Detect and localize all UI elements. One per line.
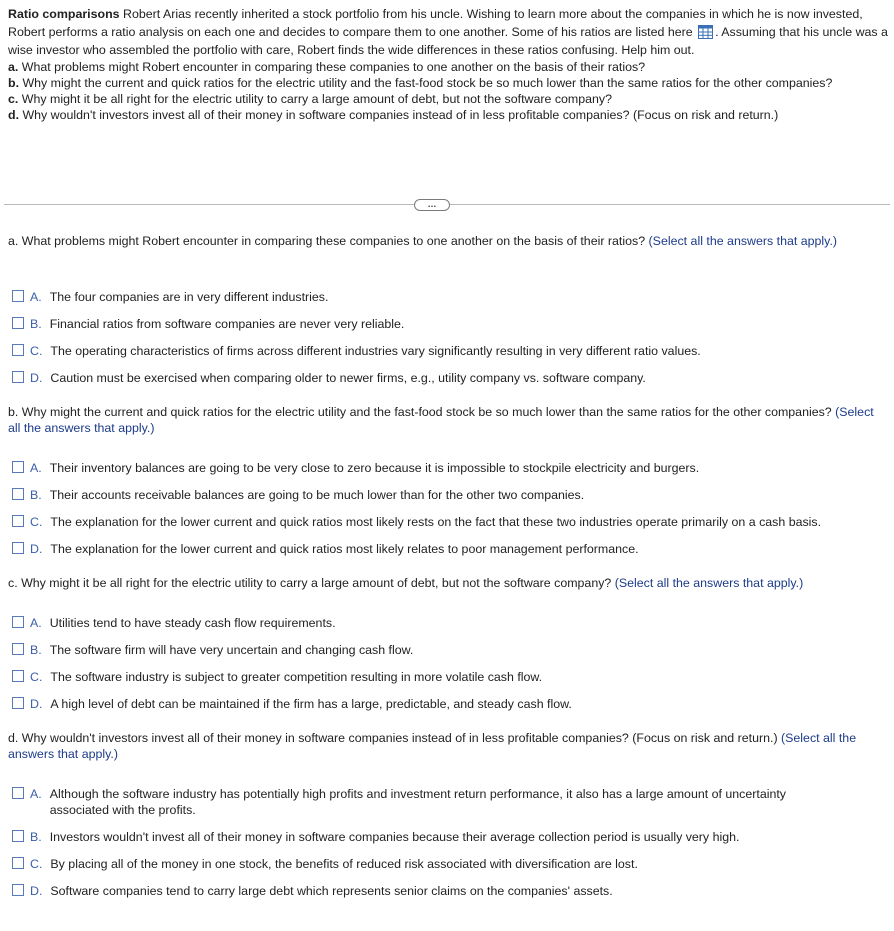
- option-text: Utilities tend to have steady cash flow requirements.: [49, 616, 336, 630]
- part-d: [8, 730, 886, 762]
- option-letter: D.: [30, 371, 43, 385]
- option-letter: A.: [30, 616, 42, 630]
- question-text: d. Why wouldn't investors invest all of their money in software companies instead of in less profitable companies? (Focus on risk and return.): [8, 731, 782, 745]
- intro-question-a: [8, 59, 888, 75]
- option-text: Their inventory balances are going to be very close to zero because it is impossible to stockpile electricity and burgers.: [49, 461, 700, 475]
- option-d-A[interactable]: [12, 786, 838, 818]
- option-text: The software industry is subject to greater competition resulting in more volatile cash flow.: [50, 670, 543, 684]
- option-letter: B.: [30, 488, 42, 502]
- checkbox[interactable]: [12, 290, 24, 302]
- select-note: (Select all the answers that apply.): [8, 405, 874, 435]
- checkbox[interactable]: [12, 787, 24, 799]
- intro-question-text: Why might it be all right for the electric utility to carry a large amount of debt, but not the software company?: [18, 92, 612, 106]
- option-letter: A.: [30, 461, 42, 475]
- option-a-D[interactable]: [12, 370, 882, 386]
- option-text: A high level of debt can be maintained if the firm has a large, predictable, and steady cash flow.: [50, 697, 572, 711]
- option-b-B[interactable]: [12, 487, 882, 503]
- checkbox[interactable]: [12, 616, 24, 628]
- option-text: The explanation for the lower current and quick ratios most likely rests on the fact that these two industries operate primarily on a cash basis.: [50, 515, 822, 529]
- option-letter: A.: [30, 290, 42, 304]
- checkbox[interactable]: [12, 643, 24, 655]
- part-d-question: [8, 730, 886, 762]
- option-text: By placing all of the money in one stock, the benefits of reduced risk associated with diversification are lost.: [50, 857, 638, 871]
- option-text: The operating characteristics of firms across different industries vary significantly resulting in very different ratio values.: [50, 344, 701, 358]
- checkbox[interactable]: [12, 344, 24, 356]
- intro-question-d: [8, 107, 888, 123]
- option-letter: D.: [30, 697, 43, 711]
- part-a-question: [8, 233, 886, 249]
- option-c-C[interactable]: [12, 669, 882, 685]
- option-letter: D.: [30, 542, 43, 556]
- checkbox[interactable]: [12, 488, 24, 500]
- option-a-A[interactable]: [12, 289, 882, 305]
- option-c-B[interactable]: [12, 642, 882, 658]
- intro-question-text: What problems might Robert encounter in comparing these companies to one another on the basis of their ratios?: [18, 60, 646, 74]
- intro-question-letter: b.: [8, 76, 20, 90]
- question-text: b. Why might the current and quick ratios for the electric utility and the fast-food stock be so much lower than the same ratios for the other companies?: [8, 405, 836, 419]
- option-letter: B.: [30, 317, 42, 331]
- checkbox[interactable]: [12, 857, 24, 869]
- option-text: Caution must be exercised when comparing older to newer firms, e.g., utility company vs. software company.: [50, 371, 646, 385]
- option-b-D[interactable]: [12, 541, 882, 557]
- option-b-A[interactable]: [12, 460, 882, 476]
- intro-question-text: Why wouldn't investors invest all of their money in software companies instead of in less profitable companies? (Focus on risk and return.): [19, 108, 779, 122]
- option-d-D[interactable]: [12, 883, 882, 899]
- option-a-B[interactable]: [12, 316, 882, 332]
- option-b-C[interactable]: [12, 514, 882, 530]
- option-text: The explanation for the lower current and quick ratios most likely relates to poor management performance.: [50, 542, 639, 556]
- intro-text-continued: . Assuming that his uncle was a wise investor who assembled the portfolio with care, Robert finds the wide differences in these ratios confusing. Help him out.: [8, 25, 888, 57]
- option-text: Although the software industry has potentially high profits and investment return performance, it also has a large amount of uncertainty associated with the profits.: [49, 787, 786, 817]
- option-letter: C.: [30, 344, 43, 358]
- problem-title: Ratio comparisons: [8, 7, 120, 21]
- checkbox[interactable]: [12, 884, 24, 896]
- intro-text: Robert Arias recently inherited a stock portfolio from his uncle. Wishing to learn more about the companies in which he is now invested, Robert performs a ratio analysis on each one and decides to compare them to one another. Some of his ratios are listed here: [8, 7, 863, 39]
- option-text: Their accounts receivable balances are going to be much lower than for the other two companies.: [49, 488, 585, 502]
- option-text: Software companies tend to carry large debt which represents senior claims on the companies' assets.: [50, 884, 613, 898]
- intro-question-letter: c.: [8, 92, 19, 106]
- question-text: a. What problems might Robert encounter in comparing these companies to one another on the basis of their ratios?: [8, 234, 649, 248]
- option-letter: B.: [30, 643, 42, 657]
- part-c-question: [8, 575, 886, 591]
- part-b: [8, 404, 886, 436]
- checkbox[interactable]: [12, 461, 24, 473]
- select-note: (Select all the answers that apply.): [614, 576, 804, 590]
- option-letter: C.: [30, 515, 43, 529]
- expand-button[interactable]: …: [414, 199, 450, 211]
- option-a-C[interactable]: [12, 343, 882, 359]
- intro-question-text: Why might the current and quick ratios for the electric utility and the fast-food stock be so much lower than the same ratios for the other companies?: [19, 76, 833, 90]
- question-text: c. Why might it be all right for the electric utility to carry a large amount of debt, but not the software company?: [8, 576, 615, 590]
- intro-question-c: [8, 91, 888, 107]
- part-b-question: [8, 404, 886, 436]
- problem-statement: [8, 5, 888, 123]
- part-a: [8, 233, 886, 249]
- option-letter: C.: [30, 857, 43, 871]
- checkbox[interactable]: [12, 697, 24, 709]
- select-note: (Select all the answers that apply.): [8, 731, 857, 761]
- checkbox[interactable]: [12, 542, 24, 554]
- option-text: Investors wouldn't invest all of their money in software companies because their average collection period is usually very high.: [49, 830, 740, 844]
- option-c-D[interactable]: [12, 696, 882, 712]
- checkbox[interactable]: [12, 830, 24, 842]
- intro-question-b: [8, 75, 888, 91]
- intro-question-letter: a.: [8, 60, 19, 74]
- option-letter: A.: [30, 787, 42, 801]
- option-letter: B.: [30, 830, 42, 844]
- checkbox[interactable]: [12, 371, 24, 383]
- table-icon[interactable]: [698, 25, 713, 39]
- option-d-C[interactable]: [12, 856, 882, 872]
- checkbox[interactable]: [12, 317, 24, 329]
- option-d-B[interactable]: [12, 829, 882, 845]
- part-c: [8, 575, 886, 591]
- checkbox[interactable]: [12, 515, 24, 527]
- option-letter: D.: [30, 884, 43, 898]
- intro-paragraph: [8, 5, 888, 59]
- select-note: (Select all the answers that apply.): [648, 234, 838, 248]
- option-text: The four companies are in very different industries.: [49, 290, 329, 304]
- option-text: Financial ratios from software companies are never very reliable.: [49, 317, 405, 331]
- intro-question-list: [8, 59, 888, 123]
- option-c-A[interactable]: [12, 615, 882, 631]
- checkbox[interactable]: [12, 670, 24, 682]
- intro-question-letter: d.: [8, 108, 20, 122]
- option-letter: C.: [30, 670, 43, 684]
- option-text: The software firm will have very uncertain and changing cash flow.: [49, 643, 414, 657]
